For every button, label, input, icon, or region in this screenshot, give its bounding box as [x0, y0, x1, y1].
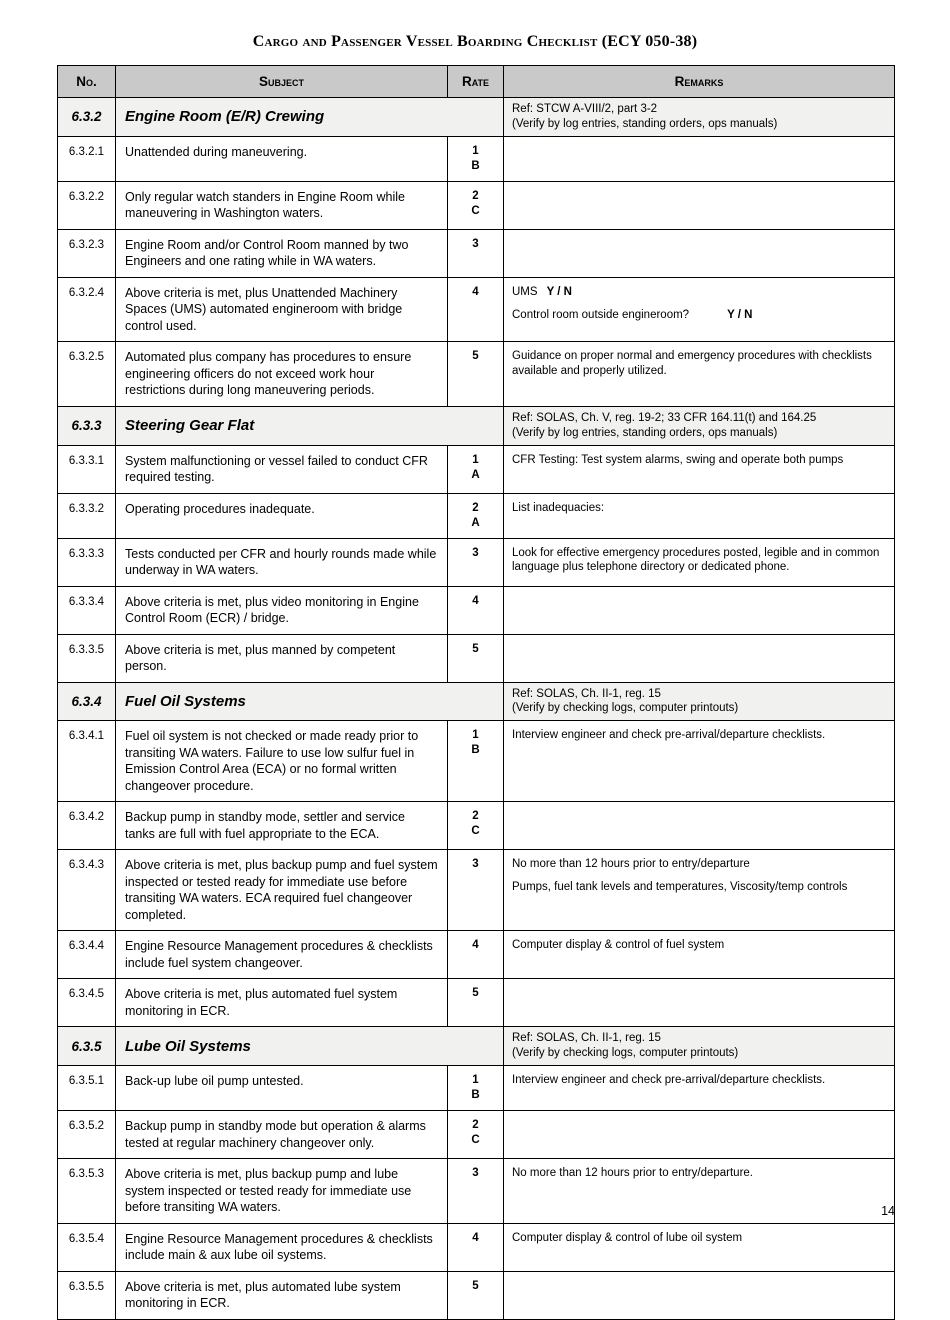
checklist-row [58, 342, 895, 407]
row-remarks [504, 229, 895, 277]
row-remarks [504, 1271, 895, 1319]
row-rate [448, 850, 504, 931]
remark-line: (Verify by log entries, standing orders, ops manuals) [512, 426, 778, 439]
remark-line: Computer display & control of fuel system [512, 939, 725, 952]
row-number: 6.3.4.3 [58, 850, 116, 931]
row-number: 6.3.2.5 [58, 342, 116, 407]
row-rate [448, 634, 504, 682]
row-subject: Only regular watch standers in Engine Room while maneuvering in Washington waters. [116, 181, 448, 229]
row-subject: Above criteria is met, plus video monitoring in Engine Control Room (ECR) / bridge. [116, 586, 448, 634]
row-remarks [504, 802, 895, 850]
row-rate [448, 538, 504, 586]
row-number: 6.3.5.1 [58, 1066, 116, 1111]
row-number: 6.3.4.1 [58, 721, 116, 802]
row-number: 6.3.3.2 [58, 493, 116, 538]
row-subject: Operating procedures inadequate. [116, 493, 448, 538]
remark-line: Interview engineer and check pre-arrival/departure checklists. [512, 729, 826, 742]
section-number: 6.3.4 [58, 682, 116, 721]
row-rate [448, 1159, 504, 1224]
rate-value: B [471, 744, 480, 757]
row-number: 6.3.4.4 [58, 931, 116, 979]
remark-bold-segment: Y / N [727, 308, 753, 321]
rate-value: 4 [472, 594, 479, 607]
row-subject: Back-up lube oil pump untested. [116, 1066, 448, 1111]
row-rate [448, 979, 504, 1027]
row-rate [448, 1066, 504, 1111]
rate-value: B [471, 1089, 480, 1102]
rate-value: 5 [472, 642, 479, 655]
checklist-table-body [58, 98, 895, 1320]
row-rate [448, 181, 504, 229]
table-header-row [58, 66, 895, 98]
section-number: 6.3.5 [58, 1027, 116, 1066]
row-remarks [504, 1159, 895, 1224]
remark-line: No more than 12 hours prior to entry/departure [512, 858, 750, 871]
checklist-row [58, 1271, 895, 1319]
row-number: 6.3.3.5 [58, 634, 116, 682]
column-header-remarks: Remarks [504, 66, 895, 98]
checklist-row [58, 493, 895, 538]
remark-segment: Control room outside engineroom? [512, 308, 690, 321]
section-header-row [58, 682, 895, 721]
row-number: 6.3.2.1 [58, 136, 116, 181]
row-rate [448, 931, 504, 979]
row-remarks [504, 538, 895, 586]
checklist-row [58, 850, 895, 931]
row-remarks [504, 586, 895, 634]
rate-value: A [471, 468, 480, 481]
remark-line: (Verify by checking logs, computer printouts) [512, 702, 739, 715]
checklist-row [58, 538, 895, 586]
row-number: 6.3.5.2 [58, 1111, 116, 1159]
checklist-row [58, 1066, 895, 1111]
remark-line: Ref: SOLAS, Ch. II-1, reg. 15 [512, 687, 661, 700]
checklist-row [58, 802, 895, 850]
checklist-table [57, 65, 895, 1320]
row-rate [448, 721, 504, 802]
section-remarks [504, 406, 895, 445]
row-remarks [504, 1066, 895, 1111]
checklist-row [58, 979, 895, 1027]
remark-line: List inadequacies: [512, 501, 605, 514]
rate-value: 4 [472, 1231, 479, 1244]
row-remarks [504, 634, 895, 682]
rate-value: 1 [472, 144, 479, 157]
section-remarks [504, 682, 895, 721]
remark-line: Ref: STCW A-VIII/2, part 3-2 [512, 103, 658, 115]
row-rate [448, 586, 504, 634]
row-subject: Engine Resource Management procedures & checklists include fuel system changeover. [116, 931, 448, 979]
row-remarks [504, 850, 895, 931]
row-subject: Tests conducted per CFR and hourly rounds made while underway in WA waters. [116, 538, 448, 586]
rate-value: 1 [472, 453, 479, 466]
remark-line: CFR Testing: Test system alarms, swing and operate both pumps [512, 453, 844, 466]
rate-value: C [471, 1134, 480, 1147]
remark-line: Computer display & control of lube oil system [512, 1231, 743, 1244]
row-remarks [504, 181, 895, 229]
row-remarks [504, 342, 895, 407]
remark-line: Ref: SOLAS, Ch. II-1, reg. 15 [512, 1032, 661, 1045]
section-header-row [58, 1027, 895, 1066]
row-subject: Above criteria is met, plus backup pump and lube system inspected or tested ready for immediate use before transiting WA waters. [116, 1159, 448, 1224]
checklist-row [58, 136, 895, 181]
rate-value: 2 [472, 501, 479, 514]
remark-line: Guidance on proper normal and emergency procedures with checklists available and properly utilized. [512, 350, 872, 378]
remark-line: Ref: SOLAS, Ch. V, reg. 19-2; 33 CFR 164.11(t) and 164.25 [512, 411, 817, 424]
checklist-row [58, 931, 895, 979]
section-header-row [58, 98, 895, 137]
row-rate [448, 277, 504, 342]
row-rate [448, 1111, 504, 1159]
rate-value: 2 [472, 1119, 479, 1132]
remark-line [512, 308, 888, 323]
remark-line: Look for effective emergency procedures posted, legible and in common language plus telephone directory or dedicated phone. [512, 546, 880, 574]
checklist-row [58, 1111, 895, 1159]
row-subject: Above criteria is met, plus manned by competent person. [116, 634, 448, 682]
section-title: Fuel Oil Systems [116, 682, 504, 721]
row-subject: Above criteria is met, plus automated fuel system monitoring in ECR. [116, 979, 448, 1027]
row-remarks [504, 445, 895, 493]
rate-value: C [471, 204, 480, 217]
section-header-row [58, 406, 895, 445]
row-subject: System malfunctioning or vessel failed to conduct CFR required testing. [116, 445, 448, 493]
rate-value: 4 [472, 285, 479, 298]
remark-bold-segment: Y / N [546, 285, 572, 298]
rate-value: 3 [472, 1167, 479, 1180]
row-rate [448, 802, 504, 850]
row-number: 6.3.2.4 [58, 277, 116, 342]
row-number: 6.3.3.4 [58, 586, 116, 634]
document-title: Cargo and Passenger Vessel Boarding Checklist (ECY 050-38) [252, 33, 698, 50]
remark-line: (Verify by checking logs, computer printouts) [512, 1047, 739, 1060]
row-subject: Unattended during maneuvering. [116, 136, 448, 181]
rate-value: 3 [472, 237, 479, 250]
row-remarks [504, 277, 895, 342]
row-subject: Engine Resource Management procedures & checklists include main & aux lube oil systems. [116, 1223, 448, 1271]
remark-segment: UMS [512, 285, 538, 298]
row-remarks [504, 979, 895, 1027]
row-remarks [504, 1223, 895, 1271]
rate-value: 2 [472, 810, 479, 823]
rate-value: C [471, 825, 480, 838]
row-number: 6.3.3.3 [58, 538, 116, 586]
rate-value: A [471, 516, 480, 529]
row-rate [448, 445, 504, 493]
row-remarks [504, 136, 895, 181]
rate-value: 5 [472, 350, 479, 363]
row-number: 6.3.5.4 [58, 1223, 116, 1271]
section-remarks [504, 1027, 895, 1066]
row-remarks [504, 493, 895, 538]
row-subject: Backup pump in standby mode, settler and service tanks are full with fuel appropriate to the ECA. [116, 802, 448, 850]
row-remarks [504, 1111, 895, 1159]
checklist-row [58, 586, 895, 634]
checklist-row [58, 1223, 895, 1271]
checklist-row [58, 181, 895, 229]
row-subject: Backup pump in standby mode but operation & alarms tested at regular machinery changeover only. [116, 1111, 448, 1159]
row-rate [448, 1223, 504, 1271]
checklist-row [58, 277, 895, 342]
row-remarks [504, 721, 895, 802]
row-number: 6.3.4.5 [58, 979, 116, 1027]
row-subject: Above criteria is met, plus Unattended Machinery Spaces (UMS) automated engineroom with bridge control used. [116, 277, 448, 342]
column-header-rate: Rate [448, 66, 504, 98]
column-header-no: No. [58, 66, 116, 98]
row-subject: Above criteria is met, plus automated lube system monitoring in ECR. [116, 1271, 448, 1319]
rate-value: 5 [472, 1279, 479, 1292]
row-number: 6.3.5.5 [58, 1271, 116, 1319]
row-rate [448, 493, 504, 538]
remark-line: No more than 12 hours prior to entry/departure. [512, 1167, 753, 1180]
section-title: Lube Oil Systems [116, 1027, 504, 1066]
row-rate [448, 1271, 504, 1319]
row-rate [448, 342, 504, 407]
remark-line: Interview engineer and check pre-arrival/departure checklists. [512, 1074, 826, 1087]
row-rate [448, 229, 504, 277]
row-rate [448, 136, 504, 181]
checklist-row [58, 445, 895, 493]
rate-value: B [471, 159, 480, 172]
checklist-row [58, 229, 895, 277]
remark-line [512, 285, 888, 300]
checklist-row [58, 721, 895, 802]
row-number: 6.3.4.2 [58, 802, 116, 850]
section-title: Engine Room (E/R) Crewing [116, 98, 504, 137]
remark-line: (Verify by log entries, standing orders, ops manuals) [512, 117, 778, 130]
checklist-row [58, 1159, 895, 1224]
row-number: 6.3.5.3 [58, 1159, 116, 1224]
row-subject: Automated plus company has procedures to ensure engineering officers do not exceed work hour restrictions during long maneuvering periods. [116, 342, 448, 407]
rate-value: 3 [472, 546, 479, 559]
row-number: 6.3.2.2 [58, 181, 116, 229]
rate-value: 4 [472, 939, 479, 952]
rate-value: 3 [472, 858, 479, 871]
row-subject: Engine Room and/or Control Room manned by two Engineers and one rating while in WA waters. [116, 229, 448, 277]
checklist-row [58, 634, 895, 682]
section-number: 6.3.3 [58, 406, 116, 445]
row-number: 6.3.2.3 [58, 229, 116, 277]
section-remarks [504, 98, 895, 137]
rate-value: 5 [472, 987, 479, 1000]
column-header-subject: Subject [116, 66, 448, 98]
remark-line: Pumps, fuel tank levels and temperatures, Viscosity/temp controls [512, 881, 848, 894]
row-remarks [504, 931, 895, 979]
checklist-table-container [57, 65, 894, 1320]
row-number: 6.3.3.1 [58, 445, 116, 493]
rate-value: 1 [472, 1074, 479, 1087]
page-number: 14 [881, 1204, 895, 1218]
row-subject: Above criteria is met, plus backup pump and fuel system inspected or tested ready for immediate use before transiting WA waters. ECA required fuel changeover completed. [116, 850, 448, 931]
section-title: Steering Gear Flat [116, 406, 504, 445]
rate-value: 2 [472, 189, 479, 202]
row-subject: Fuel oil system is not checked or made ready prior to transiting WA waters. Failure to use low sulfur fuel in Emission Control Area (ECA) or no formal written changeover procedure. [116, 721, 448, 802]
section-number: 6.3.2 [58, 98, 116, 137]
rate-value: 1 [472, 729, 479, 742]
